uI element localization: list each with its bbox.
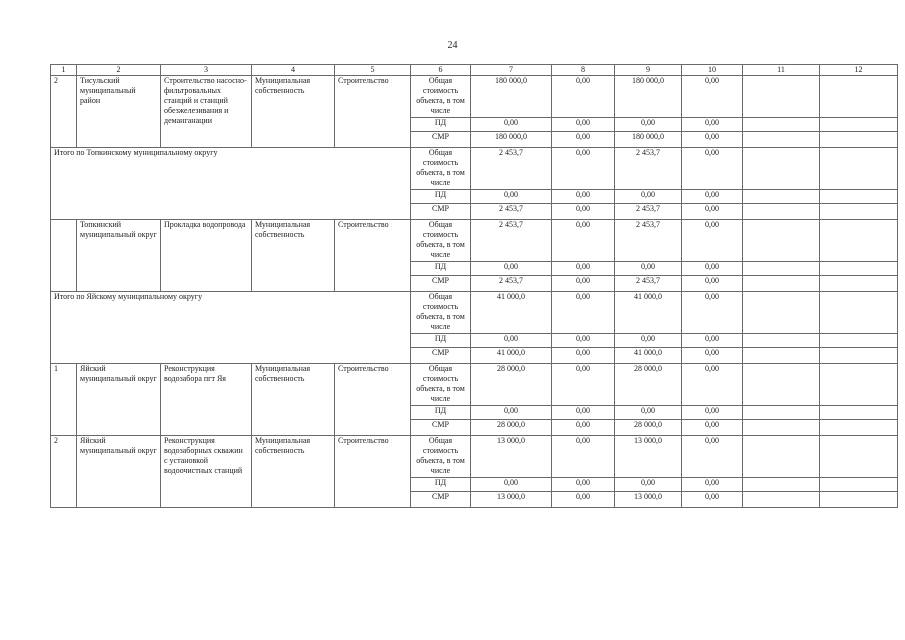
value-cell-8: 0,00 bbox=[552, 148, 615, 190]
empty-cell-12 bbox=[820, 76, 898, 118]
value-cell-7: 180 000,0 bbox=[471, 76, 552, 118]
value-cell-9: 13 000,0 bbox=[615, 492, 682, 508]
value-cell-7: 0,00 bbox=[471, 118, 552, 132]
empty-cell-12 bbox=[820, 436, 898, 478]
total-title-cell: Итого по Топкинскому муниципальному округу bbox=[51, 148, 411, 220]
value-cell-8: 0,00 bbox=[552, 190, 615, 204]
header-cell: 3 bbox=[161, 65, 252, 76]
empty-cell-11 bbox=[743, 276, 820, 292]
empty-cell-11 bbox=[743, 220, 820, 262]
activity-cell: Прокладка водопровода bbox=[161, 220, 252, 292]
cost-type-cell: ПД bbox=[411, 478, 471, 492]
value-cell-9: 2 453,7 bbox=[615, 276, 682, 292]
header-cell: 8 bbox=[552, 65, 615, 76]
cost-type-cell: СМР bbox=[411, 132, 471, 148]
value-cell-10: 0,00 bbox=[682, 436, 743, 478]
activity-cell: Строительство насосно-фильтровальных станций и станций обезжелезивания и деманганации bbox=[161, 76, 252, 148]
value-cell-7: 13 000,0 bbox=[471, 436, 552, 478]
empty-cell-12 bbox=[820, 406, 898, 420]
header-cell: 6 bbox=[411, 65, 471, 76]
total-row bbox=[51, 292, 898, 334]
value-cell-10: 0,00 bbox=[682, 276, 743, 292]
empty-cell-11 bbox=[743, 478, 820, 492]
cost-type-cell: ПД bbox=[411, 262, 471, 276]
empty-cell-12 bbox=[820, 118, 898, 132]
value-cell-10: 0,00 bbox=[682, 132, 743, 148]
value-cell-7: 0,00 bbox=[471, 478, 552, 492]
empty-cell-12 bbox=[820, 492, 898, 508]
empty-cell-11 bbox=[743, 364, 820, 406]
header-cell: 12 bbox=[820, 65, 898, 76]
value-cell-7: 0,00 bbox=[471, 190, 552, 204]
empty-cell-11 bbox=[743, 406, 820, 420]
value-cell-8: 0,00 bbox=[552, 262, 615, 276]
header-cell: 9 bbox=[615, 65, 682, 76]
value-cell-9: 41 000,0 bbox=[615, 292, 682, 334]
empty-cell-11 bbox=[743, 204, 820, 220]
value-cell-7: 2 453,7 bbox=[471, 276, 552, 292]
budget-table bbox=[50, 64, 898, 508]
value-cell-7: 13 000,0 bbox=[471, 492, 552, 508]
row-number-cell: 2 bbox=[51, 76, 77, 148]
row-number-cell bbox=[51, 220, 77, 292]
value-cell-9: 0,00 bbox=[615, 118, 682, 132]
value-cell-9: 0,00 bbox=[615, 478, 682, 492]
municipality-cell: Топкинский муниципальный округ bbox=[77, 220, 161, 292]
empty-cell-12 bbox=[820, 364, 898, 406]
header-cell: 5 bbox=[335, 65, 411, 76]
empty-cell-12 bbox=[820, 220, 898, 262]
row-number-cell: 1 bbox=[51, 364, 77, 436]
cost-type-cell: СМР bbox=[411, 276, 471, 292]
value-cell-9: 0,00 bbox=[615, 190, 682, 204]
value-cell-10: 0,00 bbox=[682, 406, 743, 420]
value-cell-8: 0,00 bbox=[552, 118, 615, 132]
value-cell-10: 0,00 bbox=[682, 348, 743, 364]
value-cell-10: 0,00 bbox=[682, 190, 743, 204]
value-cell-8: 0,00 bbox=[552, 334, 615, 348]
cost-type-cell: СМР bbox=[411, 492, 471, 508]
value-cell-7: 28 000,0 bbox=[471, 364, 552, 406]
empty-cell-12 bbox=[820, 420, 898, 436]
value-cell-8: 0,00 bbox=[552, 492, 615, 508]
activity-cell: Реконструкция водозаборных скважин с установкой водоочистных станций bbox=[161, 436, 252, 508]
value-cell-10: 0,00 bbox=[682, 492, 743, 508]
cost-type-cell: Общая стоимость объекта, в том числе bbox=[411, 436, 471, 478]
value-cell-9: 13 000,0 bbox=[615, 436, 682, 478]
empty-cell-11 bbox=[743, 436, 820, 478]
value-cell-10: 0,00 bbox=[682, 334, 743, 348]
empty-cell-11 bbox=[743, 76, 820, 118]
cost-type-cell: Общая стоимость объекта, в том числе bbox=[411, 148, 471, 190]
value-cell-8: 0,00 bbox=[552, 76, 615, 118]
value-cell-9: 2 453,7 bbox=[615, 220, 682, 262]
value-cell-7: 41 000,0 bbox=[471, 292, 552, 334]
cost-type-cell: СМР bbox=[411, 204, 471, 220]
value-cell-10: 0,00 bbox=[682, 420, 743, 436]
value-cell-10: 0,00 bbox=[682, 220, 743, 262]
value-cell-8: 0,00 bbox=[552, 364, 615, 406]
cost-type-cell: ПД bbox=[411, 334, 471, 348]
value-cell-8: 0,00 bbox=[552, 348, 615, 364]
value-cell-8: 0,00 bbox=[552, 276, 615, 292]
empty-cell-11 bbox=[743, 492, 820, 508]
empty-cell-12 bbox=[820, 148, 898, 190]
cost-type-cell: ПД bbox=[411, 190, 471, 204]
empty-cell-11 bbox=[743, 420, 820, 436]
empty-cell-12 bbox=[820, 204, 898, 220]
empty-cell-11 bbox=[743, 190, 820, 204]
value-cell-7: 0,00 bbox=[471, 406, 552, 420]
work-type-cell: Строительство bbox=[335, 76, 411, 148]
value-cell-7: 41 000,0 bbox=[471, 348, 552, 364]
value-cell-8: 0,00 bbox=[552, 436, 615, 478]
municipality-cell: Яйский муниципальный округ bbox=[77, 364, 161, 436]
value-cell-8: 0,00 bbox=[552, 420, 615, 436]
value-cell-9: 28 000,0 bbox=[615, 420, 682, 436]
table-row bbox=[51, 364, 898, 406]
cost-type-cell: ПД bbox=[411, 118, 471, 132]
value-cell-7: 0,00 bbox=[471, 262, 552, 276]
header-row bbox=[51, 65, 898, 76]
ownership-cell: Муниципальная собственность bbox=[252, 76, 335, 148]
header-cell: 2 bbox=[77, 65, 161, 76]
empty-cell-11 bbox=[743, 148, 820, 190]
empty-cell-12 bbox=[820, 292, 898, 334]
value-cell-7: 2 453,7 bbox=[471, 204, 552, 220]
value-cell-9: 180 000,0 bbox=[615, 132, 682, 148]
value-cell-7: 2 453,7 bbox=[471, 148, 552, 190]
header-cell: 7 bbox=[471, 65, 552, 76]
table-row bbox=[51, 436, 898, 478]
value-cell-10: 0,00 bbox=[682, 364, 743, 406]
value-cell-8: 0,00 bbox=[552, 204, 615, 220]
empty-cell-11 bbox=[743, 334, 820, 348]
page-number: 24 bbox=[447, 40, 458, 51]
empty-cell-12 bbox=[820, 262, 898, 276]
empty-cell-11 bbox=[743, 292, 820, 334]
row-number-cell: 2 bbox=[51, 436, 77, 508]
value-cell-8: 0,00 bbox=[552, 132, 615, 148]
value-cell-10: 0,00 bbox=[682, 292, 743, 334]
header-cell: 4 bbox=[252, 65, 335, 76]
value-cell-9: 0,00 bbox=[615, 406, 682, 420]
work-type-cell: Строительство bbox=[335, 220, 411, 292]
value-cell-7: 28 000,0 bbox=[471, 420, 552, 436]
value-cell-10: 0,00 bbox=[682, 262, 743, 276]
cost-type-cell: СМР bbox=[411, 348, 471, 364]
value-cell-9: 0,00 bbox=[615, 334, 682, 348]
header-cell: 10 bbox=[682, 65, 743, 76]
municipality-cell: Тисульский муниципальный район bbox=[77, 76, 161, 148]
value-cell-9: 180 000,0 bbox=[615, 76, 682, 118]
value-cell-7: 180 000,0 bbox=[471, 132, 552, 148]
header-cell: 11 bbox=[743, 65, 820, 76]
ownership-cell: Муниципальная собственность bbox=[252, 436, 335, 508]
cost-type-cell: СМР bbox=[411, 420, 471, 436]
value-cell-10: 0,00 bbox=[682, 118, 743, 132]
work-type-cell: Строительство bbox=[335, 436, 411, 508]
value-cell-10: 0,00 bbox=[682, 478, 743, 492]
empty-cell-11 bbox=[743, 118, 820, 132]
municipality-cell: Яйский муниципальный округ bbox=[77, 436, 161, 508]
cost-type-cell: Общая стоимость объекта, в том числе bbox=[411, 76, 471, 118]
table-row bbox=[51, 220, 898, 262]
value-cell-7: 2 453,7 bbox=[471, 220, 552, 262]
value-cell-9: 28 000,0 bbox=[615, 364, 682, 406]
value-cell-8: 0,00 bbox=[552, 292, 615, 334]
ownership-cell: Муниципальная собственность bbox=[252, 220, 335, 292]
value-cell-9: 2 453,7 bbox=[615, 148, 682, 190]
ownership-cell: Муниципальная собственность bbox=[252, 364, 335, 436]
value-cell-9: 0,00 bbox=[615, 262, 682, 276]
header-cell: 1 bbox=[51, 65, 77, 76]
cost-type-cell: ПД bbox=[411, 406, 471, 420]
empty-cell-11 bbox=[743, 348, 820, 364]
value-cell-9: 2 453,7 bbox=[615, 204, 682, 220]
value-cell-7: 0,00 bbox=[471, 334, 552, 348]
empty-cell-11 bbox=[743, 262, 820, 276]
activity-cell: Реконструкция водозабора пгт Яя bbox=[161, 364, 252, 436]
value-cell-8: 0,00 bbox=[552, 406, 615, 420]
work-type-cell: Строительство bbox=[335, 364, 411, 436]
empty-cell-12 bbox=[820, 276, 898, 292]
cost-type-cell: Общая стоимость объекта, в том числе bbox=[411, 364, 471, 406]
empty-cell-12 bbox=[820, 348, 898, 364]
empty-cell-12 bbox=[820, 190, 898, 204]
value-cell-8: 0,00 bbox=[552, 220, 615, 262]
value-cell-10: 0,00 bbox=[682, 76, 743, 118]
cost-type-cell: Общая стоимость объекта, в том числе bbox=[411, 220, 471, 262]
value-cell-10: 0,00 bbox=[682, 204, 743, 220]
empty-cell-12 bbox=[820, 478, 898, 492]
empty-cell-12 bbox=[820, 132, 898, 148]
empty-cell-12 bbox=[820, 334, 898, 348]
value-cell-8: 0,00 bbox=[552, 478, 615, 492]
total-row bbox=[51, 148, 898, 190]
cost-type-cell: Общая стоимость объекта, в том числе bbox=[411, 292, 471, 334]
value-cell-10: 0,00 bbox=[682, 148, 743, 190]
empty-cell-11 bbox=[743, 132, 820, 148]
table-row bbox=[51, 76, 898, 118]
value-cell-9: 41 000,0 bbox=[615, 348, 682, 364]
total-title-cell: Итого по Яйскому муниципальному округу bbox=[51, 292, 411, 364]
